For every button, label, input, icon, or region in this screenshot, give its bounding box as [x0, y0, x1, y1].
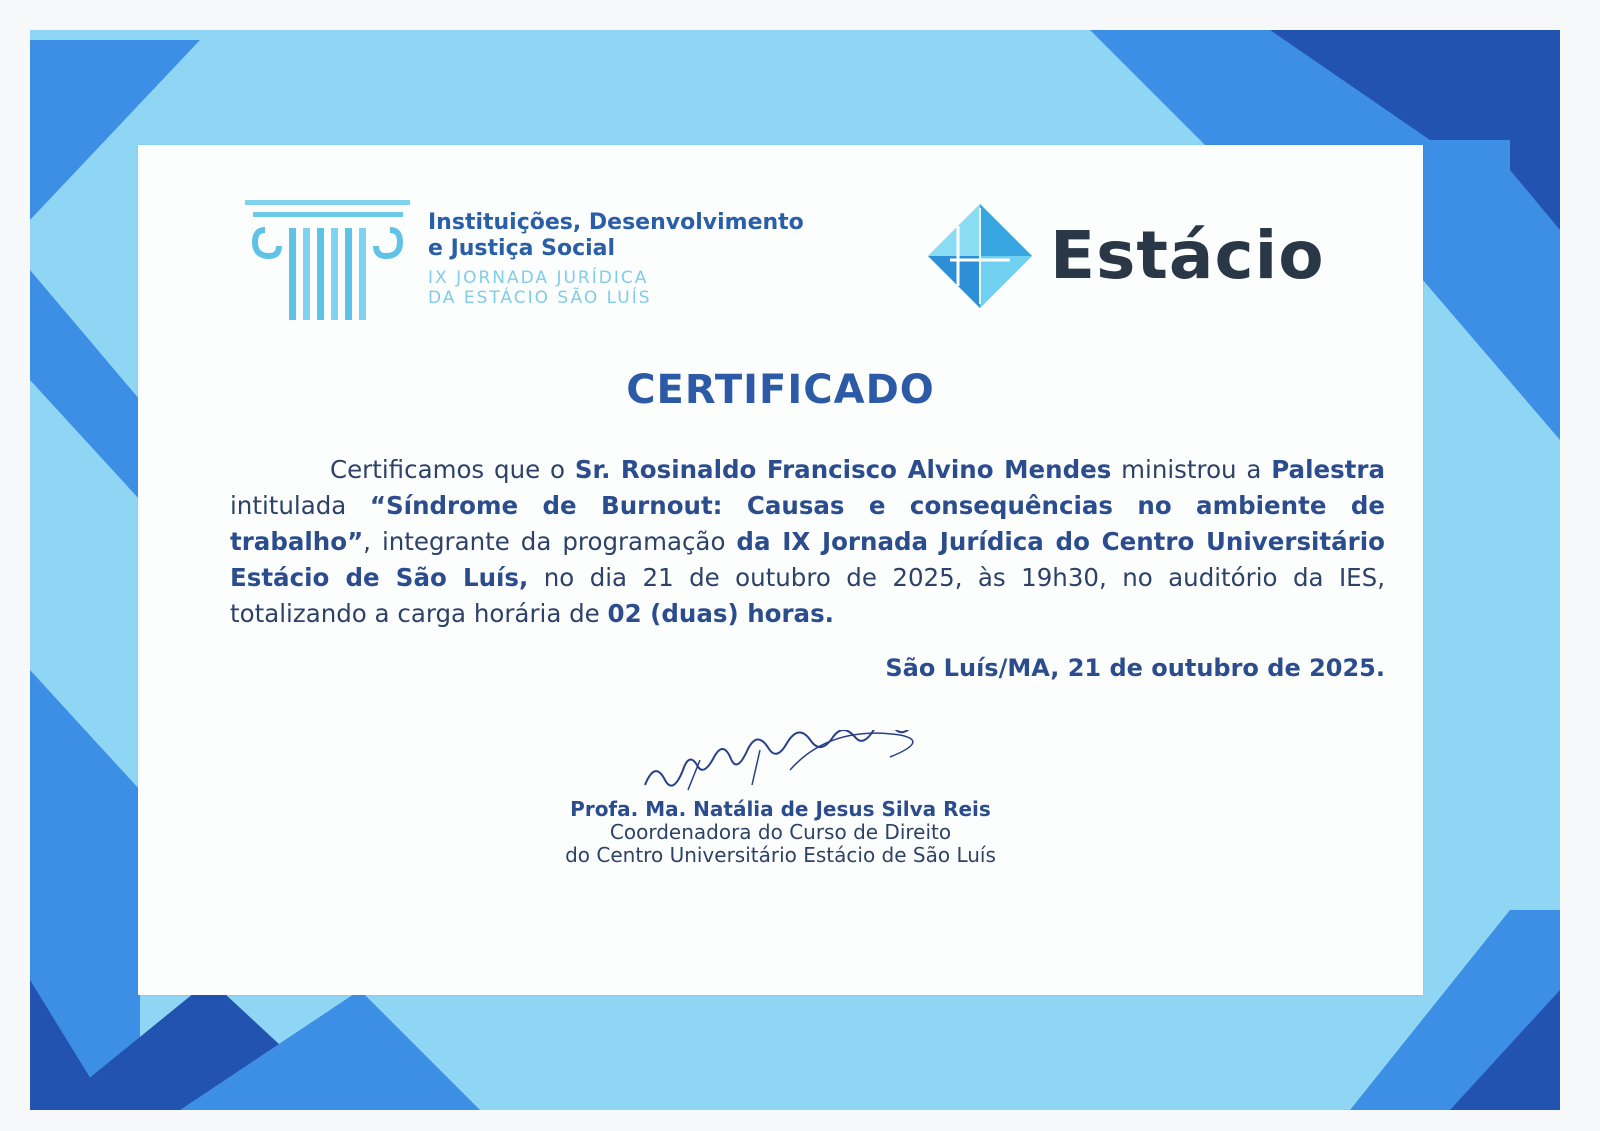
- diamond-grid-icon: [928, 204, 1032, 308]
- talk-title: “Síndrome de Burnout: Causas e consequências no ambiente de trabalho”: [230, 491, 1385, 556]
- certificate-title: CERTIFICADO: [626, 367, 935, 413]
- event-logo-line1: Instituições, Desenvolvimento: [428, 210, 804, 235]
- signer-role-line2: do Centro Universitário Estácio de São Luís: [565, 843, 996, 867]
- body-verb: ministrou a: [1111, 455, 1272, 484]
- event-logo-line2: e Justiça Social: [428, 236, 616, 261]
- event-logo-line4: DA ESTÁCIO SÃO LUÍS: [428, 288, 652, 308]
- recipient-name: Sr. Rosinaldo Francisco Alvino Mendes: [574, 455, 1112, 484]
- handwritten-signature: [640, 730, 950, 800]
- body-intro: Certificamos que o: [330, 455, 575, 484]
- body-titled: intitulada: [230, 491, 370, 520]
- activity-type: Palestra: [1271, 455, 1386, 484]
- estacio-wordmark: Estácio: [1050, 217, 1325, 294]
- signer-role-line1: Coordenadora do Curso de Direito: [609, 820, 952, 844]
- column-pillar-icon: [245, 200, 415, 325]
- body-integrates: , integrante da programação: [363, 527, 737, 556]
- signer-name: Profa. Ma. Natália de Jesus Silva Reis: [570, 797, 991, 821]
- event-logo-text: [428, 210, 848, 308]
- certificate-body: [230, 452, 1385, 632]
- place-date: São Luís/MA, 21 de outubro de 2025.: [885, 654, 1385, 682]
- event-logo-line3: IX JORNADA JURÍDICA: [428, 268, 649, 288]
- event-name: da IX Jornada Jurídica do Centro Universitário Estácio de São Luís,: [230, 527, 1385, 592]
- body-when: no dia 21 de outubro de 2025, às 19h30, no auditório da IES, totalizando a carga horária de: [230, 563, 1385, 628]
- workload-hours: 02 (duas) horas.: [607, 599, 834, 628]
- signer-block: [138, 798, 1423, 867]
